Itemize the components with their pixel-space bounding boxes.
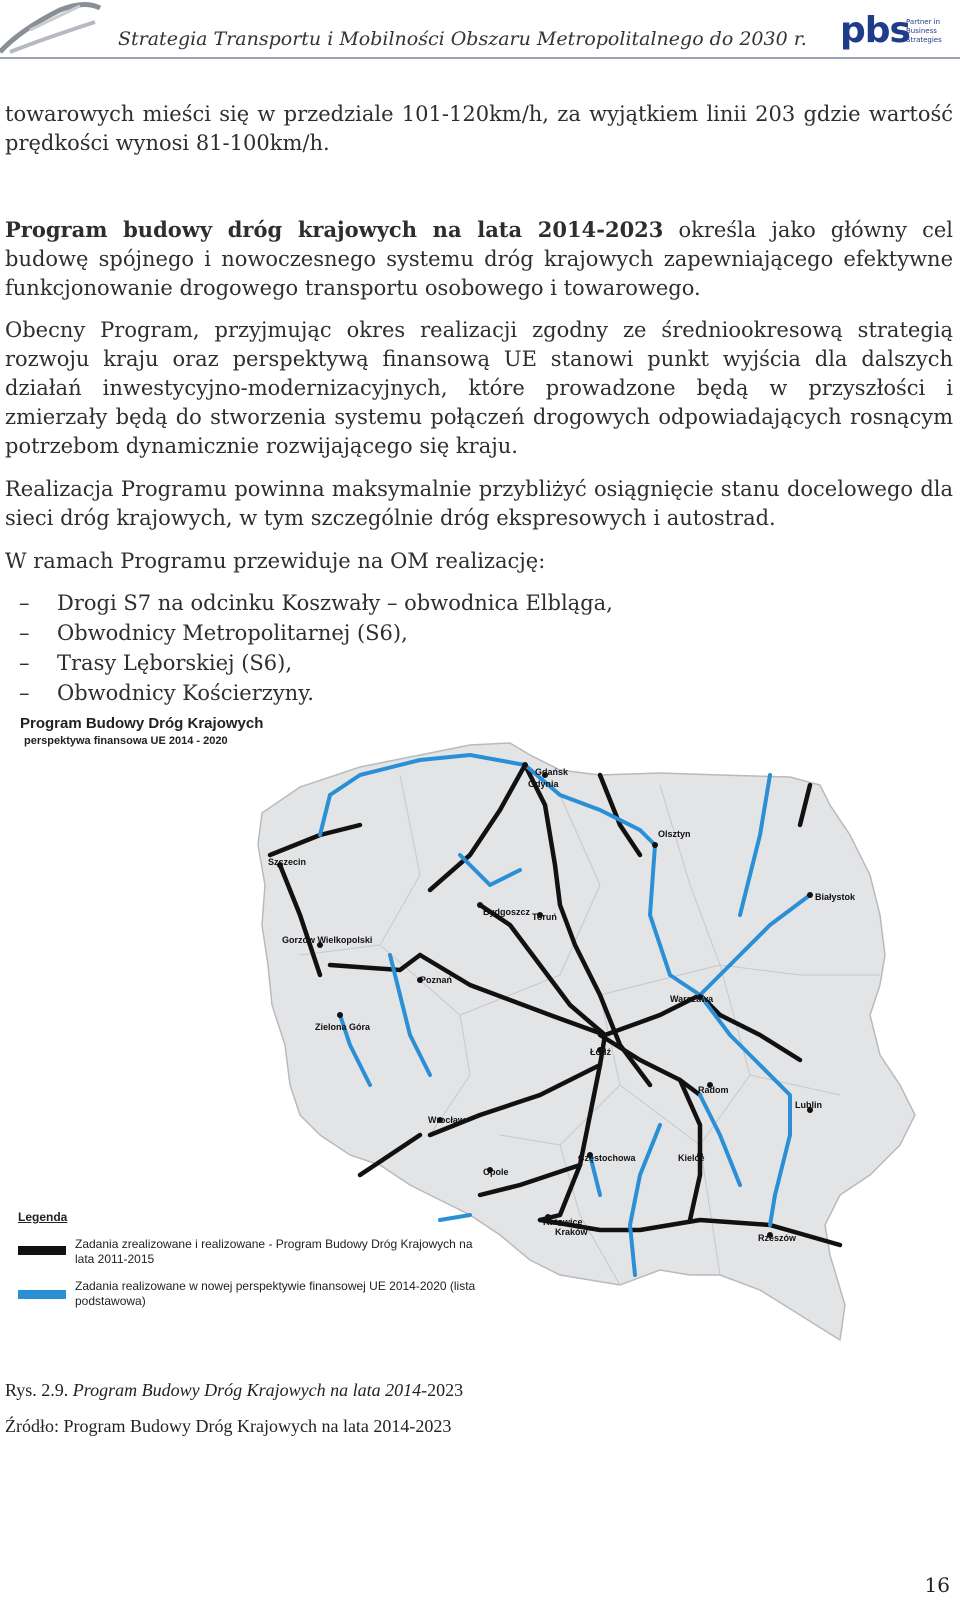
- pbs-logo-text: pbs: [840, 10, 910, 51]
- list-item: – Obwodnicy Metropolitarnej (S6),: [19, 621, 408, 645]
- list-item: – Drogi S7 na odcinku Koszwały – obwodnica Elbląga,: [19, 591, 613, 615]
- page-number: 16: [924, 1573, 950, 1597]
- paragraph-3: Obecny Program, przyjmując okres realizacji zgodny ze średniookresową strategią rozwoju kraju oraz perspektywą finansową UE stanowi punkt wyjścia dla dalszych działań inwestycyjno-modernizacyjnych, które prowadzone będą w przyszłości i zmierzały będą do stworzenia systemu połączeń drogowych odpowiadających rosnącym potrzebom dynamicznie rozwijającego się kraju.: [5, 318, 953, 458]
- city-label: Kielce: [678, 1153, 705, 1163]
- city-label: Gdańsk: [535, 767, 569, 777]
- city-label: Opole: [483, 1167, 509, 1177]
- investment-list: [5, 588, 705, 708]
- paragraph-5: W ramach Programu przewiduje na OM realizację:: [5, 549, 546, 573]
- map-subtitle: perspektywa finansowa UE 2014 - 2020: [24, 735, 228, 747]
- legend-label: Zadania realizowane w nowej perspektywie finansowej UE 2014-2020 (lista podstawowa): [75, 1279, 476, 1308]
- city-label: Toruń: [532, 912, 557, 922]
- city-label: Gorzów Wielkopolski: [282, 935, 373, 945]
- legend-title: Legenda: [18, 1210, 68, 1224]
- paragraph-1: towarowych mieści się w przedziale 101-120km/h, za wyjątkiem linii 203 gdzie wartość prędkości wynosi 81-100km/h.: [5, 102, 953, 155]
- legend-swatch-black: [18, 1246, 66, 1255]
- city-label: Poznań: [420, 975, 453, 985]
- city-label: Kraków: [555, 1227, 588, 1237]
- city-label: Lublin: [795, 1100, 822, 1110]
- city-label: Zielona Góra: [315, 1022, 371, 1032]
- road-program-map: [0, 715, 960, 1385]
- metropolitan-logo-icon: [0, 0, 110, 58]
- city-label: Rzeszów: [758, 1233, 797, 1243]
- figure-caption: Rys. 2.9. Program Budowy Dróg Krajowych na lata 2014-2023: [5, 1380, 464, 1400]
- paragraph-2: Program budowy dróg krajowych na lata 2014-2023 określa jako główny cel budowę spójnego i nowoczesnego systemu dróg krajowych zapewniającego efektywne funkcjonowanie drogowego transportu osobowego i towarowego.: [5, 217, 953, 300]
- city-label: Olsztyn: [658, 829, 691, 839]
- paragraph-4: Realizacja Programu powinna maksymalnie przybliżyć osiągnięcie stanu docelowego dla sieci dróg krajowych, w tym szczególnie dróg ekspresowych i autostrad.: [5, 477, 953, 530]
- legend-label: Zadania zrealizowane i realizowane - Program Budowy Dróg Krajowych na lata 2011-2015: [75, 1237, 473, 1266]
- map-title: Program Budowy Dróg Krajowych: [20, 715, 264, 732]
- pbs-tagline: Partner in Business Strategies: [906, 18, 942, 44]
- city-label: Szczecin: [268, 857, 307, 867]
- city-label: Wrocław: [428, 1115, 465, 1125]
- figure-source: Źródło: Program Budowy Dróg Krajowych na lata 2014-2023: [5, 1416, 452, 1436]
- page-header: [0, 0, 960, 60]
- city-label: Białystok: [815, 892, 856, 902]
- city-label: Łódź: [590, 1047, 611, 1057]
- pbs-logo: [840, 2, 955, 56]
- list-item: – Trasy Lęborskiej (S6),: [19, 651, 293, 675]
- program-name: Program budowy dróg krajowych na lata 2014-2023: [5, 217, 664, 242]
- city-label: Katowice: [543, 1217, 583, 1227]
- city-label: Częstochowa: [578, 1153, 636, 1163]
- city-label: Bydgoszcz: [483, 907, 531, 917]
- city-label: Radom: [698, 1085, 729, 1095]
- city-label: Warszawa: [670, 994, 714, 1004]
- legend-swatch-blue: [18, 1290, 66, 1299]
- list-item: – Obwodnicy Kościerzyny.: [19, 681, 314, 705]
- header-divider: [0, 57, 960, 59]
- document-title: Strategia Transportu i Mobilności Obszaru Metropolitalnego do 2030 r.: [118, 28, 807, 50]
- city-label: Gdynia: [528, 779, 559, 789]
